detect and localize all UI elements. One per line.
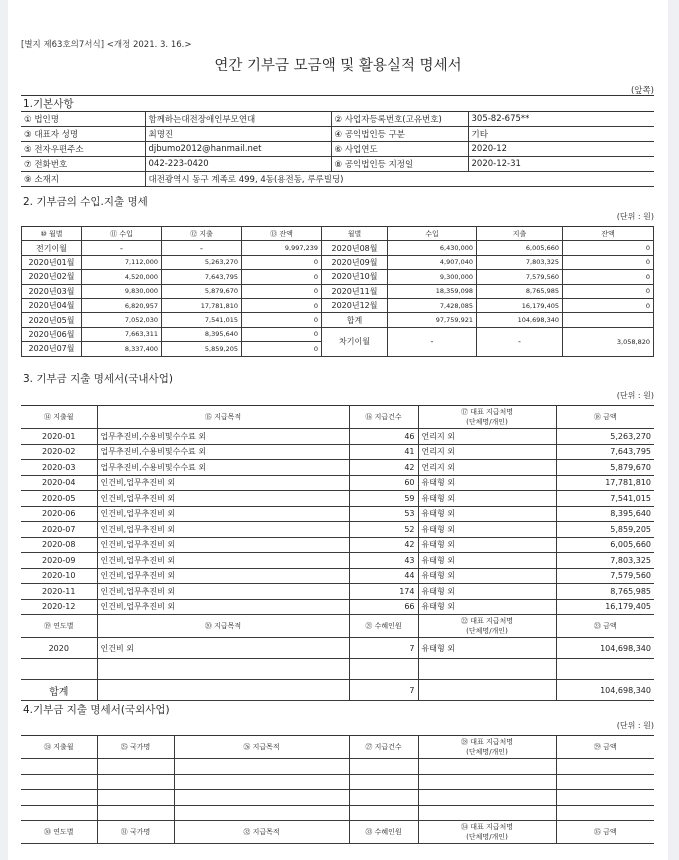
basic-info-row [21, 157, 654, 172]
amount: 7,579,560 [556, 568, 654, 584]
domestic-total-row [21, 680, 654, 701]
income-row [22, 284, 654, 298]
column-header: ㉕ 국가명 [97, 736, 174, 759]
balance-value: 0 [242, 327, 322, 341]
column-header: ㉙ 금액 [556, 736, 654, 759]
expense-value: 8,395,640 [162, 327, 242, 341]
payment-count: 66 [349, 599, 418, 615]
column-header-line: ㉞ 대표 지급처명 [460, 823, 514, 831]
expense-value: 6,005,660 [477, 241, 563, 255]
total-label: 합계 [21, 680, 97, 701]
amount: 5,879,670 [556, 460, 654, 476]
expense-month: 2020-04 [21, 475, 97, 491]
column-header-line: (단체명/개인) [466, 833, 508, 841]
empty-cell [174, 805, 349, 821]
payment-purpose: 업무추진비,수용비및수수료 외 [97, 444, 349, 460]
section-domestic-title: 3. 기부금 지출 명세서(국내사업) [23, 373, 173, 385]
payee-name: 유태형 외 [418, 491, 556, 507]
empty-cell [418, 774, 556, 790]
payee-name: 언리지 외 [418, 429, 556, 445]
column-header: ㉖ 지급목적 [174, 736, 349, 759]
field-label: ⑤ 전자우편주소 [21, 142, 145, 157]
income-value: 6,820,957 [82, 298, 162, 312]
payment-purpose: 인건비 외 [97, 638, 349, 659]
expense-month: 2020-06 [21, 506, 97, 522]
expense-month: 2020-11 [21, 584, 97, 600]
income-value: - [82, 241, 162, 255]
column-header [418, 821, 556, 844]
section-income-title: 2. 기부금의 수입.지출 명세 [23, 196, 148, 208]
amount: 5,859,205 [556, 522, 654, 538]
empty-cell [556, 759, 654, 775]
payee-name: 유태형 외 [418, 553, 556, 569]
column-header: ⑭ 지출월 [21, 406, 97, 429]
balance-value: 0 [242, 255, 322, 269]
expense-month: 2020-08 [21, 537, 97, 553]
amount: 7,541,015 [556, 491, 654, 507]
empty-cell [21, 759, 97, 775]
payment-count: 41 [349, 444, 418, 460]
domestic-row [21, 553, 654, 569]
empty-cell [97, 759, 174, 775]
month-label: 2020년07월 [22, 342, 82, 356]
empty-cell [174, 774, 349, 790]
amount: 16,179,405 [556, 599, 654, 615]
income-value: 7,052,030 [82, 313, 162, 327]
overseas-empty-row [21, 774, 654, 790]
expense-month: 2020-05 [21, 491, 97, 507]
amount: 7,643,795 [556, 444, 654, 460]
expense-value: 5,859,205 [162, 342, 242, 356]
income-value: 4,520,000 [82, 270, 162, 284]
payment-purpose: 인건비,업무추진비 외 [97, 537, 349, 553]
field-label: ③ 대표자 성명 [21, 127, 145, 142]
column-header: ⑪ 수입 [82, 227, 162, 241]
empty-cell [349, 805, 418, 821]
expense-value: 17,781,810 [162, 298, 242, 312]
balance-value: 0 [242, 284, 322, 298]
balance-value: 0 [563, 270, 654, 284]
income-value: 7,428,085 [388, 298, 477, 312]
income-value: 7,112,000 [82, 255, 162, 269]
domestic-row [21, 475, 654, 491]
balance-value: 0 [242, 342, 322, 356]
field-label: ⑧ 공익법인등 지정일 [331, 157, 468, 172]
total-label: 합계 [322, 313, 388, 327]
empty-cell [349, 659, 418, 680]
overseas-empty-row [21, 805, 654, 821]
expense-month: 2020-03 [21, 460, 97, 476]
amount: 17,781,810 [556, 475, 654, 491]
column-header: ㉔ 지출월 [21, 736, 97, 759]
empty-cell [97, 659, 349, 680]
month-label: 2020년03월 [22, 284, 82, 298]
income-value: 18,359,098 [388, 284, 477, 298]
unit-label: (단위 : 원) [616, 721, 654, 730]
field-label: ④ 공익법인등 구분 [331, 127, 468, 142]
basic-info-table [21, 111, 654, 187]
form-id: [별지 제63호의7서식] <개정 2021. 3. 16.> [21, 40, 192, 50]
income-value: 9,830,000 [82, 284, 162, 298]
empty-cell [97, 805, 174, 821]
empty-cell [418, 680, 556, 701]
income-row [22, 270, 654, 284]
payment-count: 42 [349, 460, 418, 476]
total-count: 7 [349, 680, 418, 701]
field-value: 함께하는대전장애인부모연대 [145, 112, 331, 127]
payment-count: 43 [349, 553, 418, 569]
income-value: 8,337,400 [82, 342, 162, 356]
domestic-row [21, 584, 654, 600]
field-value: 최명진 [145, 127, 331, 142]
domestic-row [21, 491, 654, 507]
expense-value: 7,803,325 [477, 255, 563, 269]
overseas-expense-table [21, 735, 654, 844]
section-basic-title: 1.기본사항 [23, 98, 74, 110]
expense-value: 7,579,560 [477, 270, 563, 284]
document-page [8, 0, 668, 860]
divider [21, 95, 654, 96]
domestic-row [21, 460, 654, 476]
column-header: 수입 [388, 227, 477, 241]
field-value: 305-82-675** [468, 112, 654, 127]
beneficiary-count: 7 [349, 638, 418, 659]
unit-label: (단위 : 원) [616, 212, 654, 221]
front-page-label: (앞쪽) [630, 86, 654, 96]
column-header: ㉟ 금액 [556, 821, 654, 844]
empty-cell [556, 774, 654, 790]
column-header: ⑮ 지급목적 [97, 406, 349, 429]
income-row [22, 298, 654, 312]
field-value: djbumo2012@hanmail.net [145, 142, 331, 157]
payee-name: 유태형 외 [418, 584, 556, 600]
payee-name: 유태형 외 [418, 506, 556, 522]
field-value: 기타 [468, 127, 654, 142]
overseas-header-row [21, 736, 654, 759]
field-value: 2020-12-31 [468, 157, 654, 172]
income-row [22, 327, 654, 341]
domestic-row [21, 537, 654, 553]
balance-value: 9,997,239 [242, 241, 322, 255]
expense-month: 2020-02 [21, 444, 97, 460]
column-header: ⑳ 지급목적 [97, 615, 349, 638]
balance-value: 0 [242, 313, 322, 327]
month-label: 2020년02월 [22, 270, 82, 284]
empty-cell [349, 790, 418, 806]
empty-cell [418, 659, 556, 680]
payment-count: 60 [349, 475, 418, 491]
payment-count: 44 [349, 568, 418, 584]
empty-cell [349, 774, 418, 790]
empty-cell [21, 805, 97, 821]
domestic-row [21, 444, 654, 460]
empty-cell [418, 759, 556, 775]
unit-label: (단위 : 원) [616, 391, 654, 400]
total-balance [563, 313, 654, 327]
column-header: ㉝ 수혜인원 [349, 821, 418, 844]
payment-purpose: 인건비,업무추진비 외 [97, 475, 349, 491]
basic-info-row [21, 142, 654, 157]
month-label: 2020년08월 [322, 241, 388, 255]
overseas-empty-row [21, 790, 654, 806]
total-amount: 104,698,340 [556, 680, 654, 701]
empty-cell [21, 790, 97, 806]
income-row [22, 255, 654, 269]
column-header: ㉛ 국가명 [97, 821, 174, 844]
payment-purpose: 업무추진비,수용비및수수료 외 [97, 429, 349, 445]
domestic-year-header-row [21, 615, 654, 638]
payee-name: 유태형 외 [418, 522, 556, 538]
domestic-expense-table [21, 405, 654, 701]
domestic-empty-row [21, 659, 654, 680]
column-header-line: (단체명/개인) [466, 418, 508, 426]
expense-value: 7,643,795 [162, 270, 242, 284]
balance-value: 0 [242, 270, 322, 284]
field-label: ① 법인명 [21, 112, 145, 127]
payment-purpose: 업무추진비,수용비및수수료 외 [97, 460, 349, 476]
page-title: 연간 기부금 모금액 및 활용실적 명세서 [214, 58, 462, 74]
column-header [418, 615, 556, 638]
payment-purpose: 인건비,업무추진비 외 [97, 553, 349, 569]
month-label: 전기이월 [22, 241, 82, 255]
total-income: 97,759,921 [388, 313, 477, 327]
expense-month: 2020-10 [21, 568, 97, 584]
income-value: 4,907,040 [388, 255, 477, 269]
basic-info-row [21, 127, 654, 142]
payment-count: 42 [349, 537, 418, 553]
column-header: ⑫ 지출 [162, 227, 242, 241]
column-header: ⑲ 연도별 [21, 615, 97, 638]
column-header: 월별 [322, 227, 388, 241]
field-label: ② 사업자등록번호(고유번호) [331, 112, 468, 127]
domestic-header-row [21, 406, 654, 429]
overseas-empty-row [21, 759, 654, 775]
field-label: ⑨ 소재지 [21, 172, 145, 187]
amount: 8,765,985 [556, 584, 654, 600]
column-header-line: (단체명/개인) [466, 627, 508, 635]
column-header: ㉗ 지급건수 [349, 736, 418, 759]
domestic-row [21, 429, 654, 445]
empty-cell [97, 680, 349, 701]
column-header: ㉑ 수혜인원 [349, 615, 418, 638]
address-value: 대전광역시 동구 계족로 499, 4동(용전동, 루루빌딩) [145, 172, 654, 187]
empty-cell [556, 659, 654, 680]
payment-purpose: 인건비,업무추진비 외 [97, 568, 349, 584]
payment-purpose: 인건비,업무추진비 외 [97, 599, 349, 615]
column-header-line: ㉒ 대표 지급처명 [460, 617, 514, 625]
empty-cell [349, 759, 418, 775]
amount: 5,263,270 [556, 429, 654, 445]
empty-cell [174, 790, 349, 806]
column-header: ㉓ 금액 [556, 615, 654, 638]
balance-value: 0 [563, 298, 654, 312]
empty-cell [21, 774, 97, 790]
income-value: 9,300,000 [388, 270, 477, 284]
amount: 6,005,660 [556, 537, 654, 553]
column-header: ⑬ 잔액 [242, 227, 322, 241]
payment-count: 174 [349, 584, 418, 600]
month-label: 2020년10월 [322, 270, 388, 284]
income-value: 6,430,000 [388, 241, 477, 255]
payee-name: 유태형 외 [418, 537, 556, 553]
expense-value: 5,263,270 [162, 255, 242, 269]
carry-forward-balance: 3,058,820 [563, 327, 654, 356]
basic-info-row [21, 172, 654, 187]
empty-cell [174, 759, 349, 775]
month-label: 2020년12월 [322, 298, 388, 312]
field-label: ⑥ 사업연도 [331, 142, 468, 157]
column-header: ⑩ 월별 [22, 227, 82, 241]
income-row [22, 241, 654, 255]
empty-cell [97, 790, 174, 806]
month-label: 2020년01월 [22, 255, 82, 269]
expense-value: 8,765,985 [477, 284, 563, 298]
expense-value: 16,179,405 [477, 298, 563, 312]
field-label: ⑦ 전화번호 [21, 157, 145, 172]
income-header-row [22, 227, 654, 241]
column-header: ㉜ 지급목적 [174, 821, 349, 844]
payment-purpose: 인건비,업무추진비 외 [97, 584, 349, 600]
payment-count: 46 [349, 429, 418, 445]
month-label: 2020년04월 [22, 298, 82, 312]
column-header: ㉚ 연도별 [21, 821, 97, 844]
domestic-row [21, 568, 654, 584]
domestic-row [21, 522, 654, 538]
column-header-line: ㉘ 대표 지급처명 [460, 738, 514, 746]
empty-cell [556, 790, 654, 806]
month-label: 2020년11월 [322, 284, 388, 298]
payment-count: 52 [349, 522, 418, 538]
field-value: 2020-12 [468, 142, 654, 157]
column-header-line: ⑰ 대표 지급처명 [460, 408, 514, 416]
balance-value: 0 [563, 284, 654, 298]
amount: 8,395,640 [556, 506, 654, 522]
domestic-row [21, 599, 654, 615]
expense-month: 2020-12 [21, 599, 97, 615]
domestic-year-row [21, 638, 654, 659]
payee-name: 유태형 외 [418, 638, 556, 659]
column-header: 잔액 [563, 227, 654, 241]
payee-name: 유태형 외 [418, 475, 556, 491]
payment-purpose: 인건비,업무추진비 외 [97, 522, 349, 538]
month-label: 2020년09월 [322, 255, 388, 269]
empty-cell [418, 790, 556, 806]
overseas-year-header-row [21, 821, 654, 844]
column-header [418, 736, 556, 759]
expense-value: 7,541,015 [162, 313, 242, 327]
balance-value: 0 [563, 241, 654, 255]
domestic-row [21, 506, 654, 522]
year: 2020 [21, 638, 97, 659]
expense-month: 2020-07 [21, 522, 97, 538]
empty-cell [21, 659, 97, 680]
section-overseas-title: 4.기부금 지출 명세서(국외사업) [23, 704, 170, 716]
expense-month: 2020-09 [21, 553, 97, 569]
balance-value: 0 [242, 298, 322, 312]
payee-name: 언리지 외 [418, 444, 556, 460]
payee-name: 언리지 외 [418, 460, 556, 476]
payment-purpose: 인건비,업무추진비 외 [97, 506, 349, 522]
total-expense: 104,698,340 [477, 313, 563, 327]
field-value: 042-223-0420 [145, 157, 331, 172]
income-row [22, 313, 654, 327]
income-expense-table [21, 226, 654, 357]
expense-value: - [162, 241, 242, 255]
amount: 104,698,340 [556, 638, 654, 659]
payment-purpose: 인건비,업무추진비 외 [97, 491, 349, 507]
empty-cell [97, 774, 174, 790]
payment-count: 59 [349, 491, 418, 507]
payee-name: 유태형 외 [418, 568, 556, 584]
column-header [418, 406, 556, 429]
column-header: ⑯ 지급건수 [349, 406, 418, 429]
carry-forward-label: 차기이월 [322, 327, 388, 356]
payment-count: 53 [349, 506, 418, 522]
column-header-line: (단체명/개인) [466, 748, 508, 756]
expense-month: 2020-01 [21, 429, 97, 445]
month-label: 2020년06월 [22, 327, 82, 341]
payee-name: 유태형 외 [418, 599, 556, 615]
empty-cell [556, 805, 654, 821]
column-header: 지출 [477, 227, 563, 241]
amount: 7,803,325 [556, 553, 654, 569]
column-header: ⑱ 금액 [556, 406, 654, 429]
expense-value: 5,879,670 [162, 284, 242, 298]
empty-cell [418, 805, 556, 821]
carry-forward-expense: - [477, 327, 563, 356]
month-label: 2020년05월 [22, 313, 82, 327]
balance-value: 0 [563, 255, 654, 269]
carry-forward-income: - [388, 327, 477, 356]
basic-info-row [21, 112, 654, 127]
income-value: 7,663,311 [82, 327, 162, 341]
